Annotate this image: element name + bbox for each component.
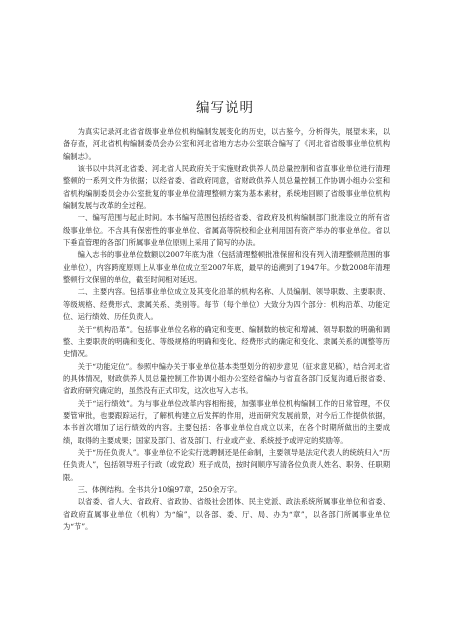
- page-title: 编写说明: [196, 100, 254, 116]
- paragraph: 编入志书的事业单位数额以2007年底为准（包括清理整顿批准保留和没有列入清理整顿范围的事业单位），内容跨度原则上从事业单位成立至2007年底，最早的追溯到了1947年。少数2008年清理整顿行文保留的单位，截至时间相对延迟。: [63, 250, 390, 285]
- paragraph: 一、编写范围与起止时间。本书编写范围包括经省委、省政府及机构编制部门批准设立的所有省级事业单位。不含具有保密性的事业单位、省属高等院校和企业利用国有资产举办的事业单位。省以下垂直管理的各部门所属事业单位原则上采用了简写的办法。: [63, 213, 390, 248]
- paragraph: 二、主要内容。包括事业单位成立及其变化沿革的机构名称、人员编制、领导职数、主要职责、等级规格、经费形式、隶属关系、类别等。每节（每个单位）大致分为四个部分：机构沿革、功能定位、运行绩效、历任负责人。: [63, 287, 390, 322]
- paragraph: 关于“机构沿革”。包括事业单位名称的确定和变更、编制数的核定和增减、领导职数的明确和调整、主要职责的明确和变化、等级规格的明确和变化、经费形式的确定和变化、隶属关系的调整等历史情况。: [63, 324, 390, 359]
- paragraph: 以省委、省人大、省政府、省政协、省级社会团体、民主党派、政法系统所属事业单位和省委、省政府直属事业单位（机构）为“编”，以各部、委、厅、局、办为“章”，以各部门所属事业单位为“节”。: [63, 497, 390, 531]
- paragraph: 三、体例结构。全书共分10编97章，250余万字。: [77, 484, 242, 494]
- paragraph: 关于“功能定位”。参照中编办关于事业单位基本类型划分的初步意见（征求意见稿），结合河北省的具体情况，财政供养人员总量控制工作协调小组办公室经省编办与省直各部门反复沟通后报省委、省政府研究确定的，虽然没有正式印发，这次也写入志书。: [63, 361, 390, 396]
- paragraph: 关于“历任负责人”。事业单位不论实行选聘制还是任命制，主要领导是法定代表人的统统归入“历任负责人”，包括领导班子行政（或党政）班子成员，按时间顺序写清各位负责人姓名、职务、任职期限。: [63, 447, 390, 482]
- paragraph: 为真实记录河北省省级事业单位机构编制发展变化的历史，以古鉴今，分析得失，展望未来，以备存查，河北省机构编制委员会办公室和河北省地方志办公室联合编写了《河北省省级事业单位机构编制志》。: [63, 127, 390, 161]
- document-body: [63, 126, 390, 533]
- paragraph: 关于“运行绩效”。为与事业单位改革内容相衔接，加强事业单位机构编制工作的日常管理，不仅要管审批，也要跟踪运行，了解机构建立后发挥的作用，进而研究发展前景，对今后工作提供依据，本书首次增加了运行绩效的内容。主要包括：各事业单位自成立以来，在各个时期所做出的主要成绩，取得的主要成果；国家及部门、省及部门、行业或产业、系统授予或评定的奖励等。: [63, 398, 390, 445]
- paragraph: 该书以中共河北省委、河北省人民政府关于实施财政供养人员总量控制和省直事业单位进行清理整顿的一系列文件为依据；以经省委、省政府同意，省财政供养人员总量控制工作协调小组办公室和省机构编制委员会办公室批复的事业单位清理整顿方案为基本素材，系统地回顾了省级事业单位机构编制发展与改革的全过程。: [63, 164, 390, 211]
